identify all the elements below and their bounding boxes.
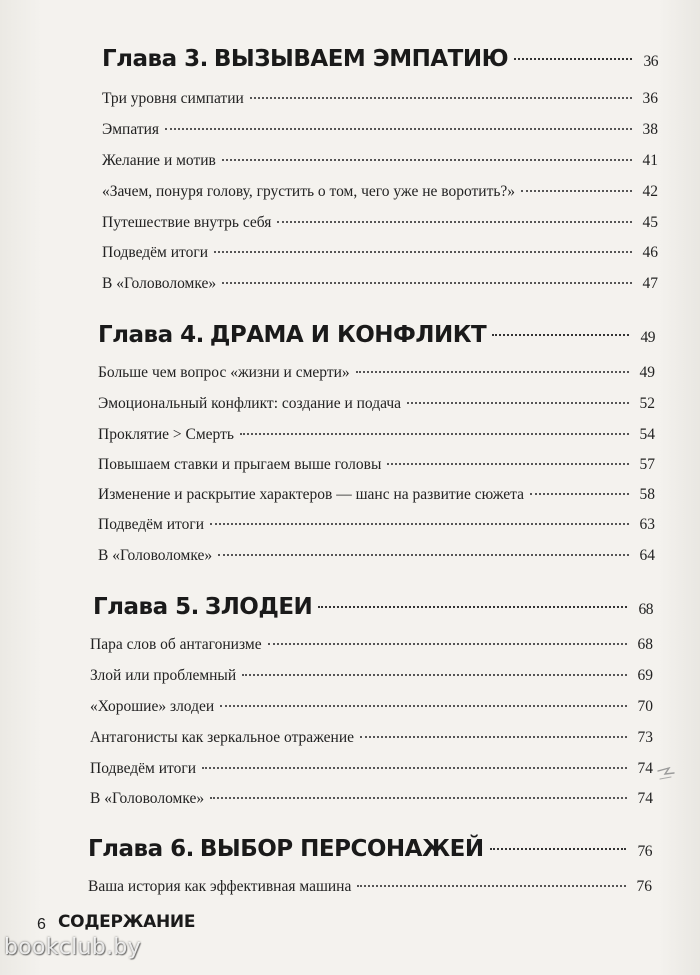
toc-entry <box>102 275 658 293</box>
dot-leader <box>268 643 627 645</box>
toc-entry-title: Ваша история как эффективная машина <box>88 878 352 895</box>
dot-leader <box>220 705 627 707</box>
dot-leader <box>214 251 632 253</box>
chapter-page-number: 36 <box>643 53 658 70</box>
toc-entry-page: 76 <box>636 878 652 895</box>
toc-entry-page: 68 <box>637 636 653 653</box>
toc-entry-page: 36 <box>642 90 658 107</box>
watermark: bookclub.by <box>4 935 142 960</box>
toc-entry <box>102 152 658 170</box>
toc-entry <box>98 516 655 534</box>
toc-entry-title: Изменение и раскрытие характеров — шанс на развитие сюжета <box>98 486 525 503</box>
chapter-4-heading <box>98 322 655 348</box>
dot-leader <box>407 402 629 404</box>
chapter-3-heading <box>102 46 658 72</box>
dot-leader <box>514 58 632 60</box>
toc-entry-title: Три уровня симпатии <box>102 90 244 107</box>
toc-entry-page: 47 <box>642 275 658 292</box>
dot-leader <box>530 493 629 495</box>
toc-entry <box>90 729 653 747</box>
toc-entry <box>90 636 653 654</box>
toc-entry <box>90 790 653 808</box>
chapter-6-heading <box>88 836 652 862</box>
toc-entry-page: 58 <box>639 486 655 503</box>
dot-leader <box>210 797 627 799</box>
toc-entry-title: В «Головоломке» <box>90 790 205 807</box>
toc-entry <box>102 90 658 108</box>
toc-entry-title: Подведём итоги <box>98 516 205 533</box>
dot-leader <box>218 554 629 556</box>
chapter-page-number: 76 <box>637 843 652 860</box>
chapter-page-number: 49 <box>640 329 655 346</box>
toc-entry-page: 45 <box>642 214 658 231</box>
footer-section-label: СОДЕРЖАНИЕ <box>58 912 196 932</box>
toc-entry-page: 49 <box>639 364 655 381</box>
chapter-title: ЗЛОДЕИ <box>204 594 313 620</box>
toc-entry <box>98 486 655 504</box>
dot-leader <box>357 885 626 887</box>
dot-leader <box>387 463 629 465</box>
chapter-title: ДРАМА И КОНФЛИКТ <box>209 322 487 348</box>
toc-entry-title: Подведём итоги <box>90 760 197 777</box>
toc-entry <box>102 244 658 262</box>
dot-leader <box>222 282 632 284</box>
toc-entry <box>98 364 655 382</box>
toc-entry-title: В «Головоломке» <box>102 275 217 292</box>
dot-leader <box>490 848 626 850</box>
toc-entry-title: Пара слов об антагонизме <box>90 636 262 653</box>
toc-entry-title: Эмоциональный конфликт: создание и подача <box>98 395 402 412</box>
dot-leader <box>165 128 632 130</box>
toc-entry <box>90 760 653 778</box>
toc-entry-page: 41 <box>642 152 658 169</box>
dot-leader <box>222 159 632 161</box>
toc-entry-page: 54 <box>639 426 655 443</box>
dot-leader <box>202 767 627 769</box>
toc-entry-title: Злой или проблемный <box>90 667 237 684</box>
toc-entry-title: Проклятие > Смерть <box>98 426 234 443</box>
chapter-title: ВЫБОР ПЕРСОНАЖЕЙ <box>199 836 484 862</box>
toc-entry-page: 42 <box>642 183 658 200</box>
toc-entry-page: 38 <box>642 121 658 138</box>
toc-entry-title: Больше чем вопрос «жизни и смерти» <box>98 364 350 381</box>
toc-entry-title: Подведём итоги <box>102 244 209 261</box>
toc-entry-page: 63 <box>639 516 655 533</box>
toc-entry <box>98 395 655 413</box>
toc-entry <box>90 698 653 716</box>
toc-entry-title: Путешествие внутрь себя <box>102 214 272 231</box>
toc-entry <box>90 667 653 685</box>
toc-entry <box>98 547 655 565</box>
chapter-5-heading <box>93 594 653 620</box>
dot-leader <box>242 674 627 676</box>
toc-entry-title: «Зачем, понуря голову, грустить о том, чего уже не воротить?» <box>102 183 516 200</box>
dot-leader <box>521 190 632 192</box>
toc-entry-page: 57 <box>639 456 655 473</box>
toc-entry-title: Эмпатия <box>102 121 160 138</box>
toc-entry-page: 74 <box>637 790 653 807</box>
toc-entry-page: 73 <box>637 729 653 746</box>
footer-page-number: 6 <box>37 916 46 933</box>
toc-entry-page: 64 <box>639 547 655 564</box>
dot-leader <box>250 97 632 99</box>
dot-leader <box>356 371 629 373</box>
dot-leader <box>240 433 629 435</box>
toc-entry <box>98 456 655 474</box>
chapter-number: Глава 5. <box>93 594 199 620</box>
toc-entry-page: 52 <box>639 395 655 412</box>
chapter-page-number: 68 <box>638 601 653 618</box>
chapter-number: Глава 3. <box>102 46 208 72</box>
chapter-title: ВЫЗЫВАЕМ ЭМПАТИЮ <box>213 46 509 72</box>
toc-entry <box>102 121 658 139</box>
chapter-number: Глава 6. <box>88 836 194 862</box>
toc-entry <box>98 426 655 444</box>
dot-leader <box>210 523 629 525</box>
dot-leader <box>318 606 627 608</box>
toc-entry-page: 70 <box>637 698 653 715</box>
pencil-mark-icon <box>655 765 679 787</box>
toc-entry-title: Антагонисты как зеркальное отражение <box>90 729 355 746</box>
dot-leader <box>360 736 627 738</box>
toc-entry-page: 46 <box>642 244 658 261</box>
dot-leader <box>277 221 632 223</box>
toc-entry <box>102 183 658 201</box>
dot-leader <box>492 334 629 336</box>
toc-entry-title: В «Головоломке» <box>98 547 213 564</box>
chapter-number: Глава 4. <box>98 322 204 348</box>
toc-entry-title: Повышаем ставки и прыгаем выше головы <box>98 456 382 473</box>
toc-entry-title: Желание и мотив <box>102 152 216 169</box>
toc-entry-page: 69 <box>637 667 653 684</box>
toc-entry-title: «Хорошие» злодеи <box>90 698 215 715</box>
toc-entry <box>88 878 652 896</box>
toc-entry-page: 74 <box>637 760 653 777</box>
toc-entry <box>102 214 658 232</box>
